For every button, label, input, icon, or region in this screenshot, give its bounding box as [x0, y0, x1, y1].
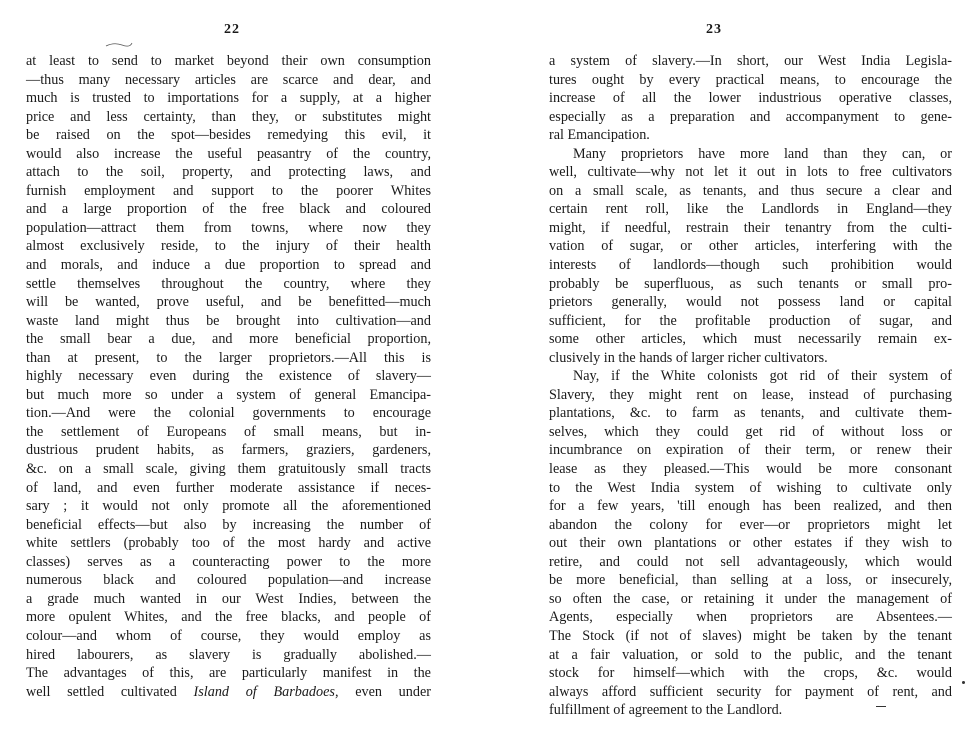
text-line: be more beneficial, than selling at a loss, or insecurely,: [549, 572, 952, 589]
text-line: population—attract them from towns, where now they: [26, 219, 431, 236]
text-line: settle themselves throughout the country, where they: [26, 275, 431, 292]
italic-phrase: Island of Barbadoes: [193, 683, 335, 700]
text-line: ral Emancipation.: [549, 127, 650, 144]
ink-speck: [962, 681, 965, 684]
text-line: and a large proportion of the free black and coloured: [26, 201, 431, 218]
text-line: waste land might thus be brought into cultivation—and: [26, 312, 431, 329]
text-line: beneficial effects—but also by increasing the number of: [26, 516, 431, 533]
text-line: increase of all the lower industrious operative classes,: [549, 90, 952, 107]
text-line: for a few years, 'till enough has been realized, and then: [549, 498, 952, 515]
text-line: well, cultivate—why not let it out in lots to free cultivators: [549, 164, 952, 181]
text-line: white settlers (probably too of the most hardy and active: [26, 535, 431, 552]
text-line: and morals, and induce a due proportion to spread and: [26, 257, 431, 274]
text-line: a system of slavery.—In short, our West India Legisla-: [549, 53, 952, 69]
text-line: but much more so under a system of general Emancipa-: [26, 386, 431, 403]
text-line: on a small scale, as tenants, and thus secure a clear and: [549, 182, 952, 199]
text-line: clusively in the hands of larger richer cultivators.: [549, 349, 828, 366]
pen-mark: [104, 40, 134, 50]
text-line: numerous black and coloured population—and increase: [26, 572, 431, 589]
text-line: lease as they pleased.—This would be more consonant: [549, 461, 952, 478]
text-line: retire, and could not sell advantageously, which would: [549, 553, 952, 570]
text-line: so often the case, or retaining it under the management of: [549, 590, 952, 607]
text-line: attach to the soil, property, and protecting laws, and: [26, 164, 431, 181]
text-line: some other articles, which must necessarily remain ex-: [549, 331, 952, 348]
text-line: &c. on a small scale, giving them gratuitously small tracts: [26, 461, 431, 478]
text-line: more opulent Whites, and the free blacks, and people of: [26, 609, 431, 626]
text-line: prietors generally, would not possess land or capital: [549, 294, 952, 311]
text-line: vation of sugar, or other articles, interfering with the: [549, 238, 952, 255]
text-line: at a fair valuation, or sold to the public, and the tenant: [549, 646, 952, 663]
text-line: sufficient, for the profitable production of sugar, and: [549, 312, 952, 329]
text-line: —thus many necessary articles are scarce and dear, and: [26, 71, 431, 88]
text-line: colour—and whom of course, they would employ as: [26, 627, 431, 644]
text-line: selves, which they could get rid of without loss or: [549, 423, 952, 440]
right-page: [490, 0, 980, 731]
text-line: abandon the colony for ever—or proprietors might let: [549, 516, 952, 533]
text-line: tion.—And were the colonial governments to encourage: [26, 405, 431, 422]
text-line: interests of landlords—though such prohibition would: [549, 257, 952, 274]
text-line: Nay, if the White colonists got rid of their system of: [573, 368, 952, 385]
text-line: be raised on the spot—besides remedying this evil, it: [26, 127, 431, 144]
text-line: Many proprietors have more land than they can, or: [573, 145, 952, 162]
page-number: 23: [706, 22, 722, 37]
text-line: certain rent roll, like the Landlords in England—they: [549, 201, 952, 218]
text-line: to the West India system of wishing to cultivate only: [549, 479, 952, 496]
text-line: stock for himself—which with the crops, &c. would: [549, 665, 952, 682]
text-line: out their own plantations or other estates if they wish to: [549, 535, 952, 552]
text-line: furnish employment and support to the poorer Whites: [26, 182, 431, 199]
left-page-text: [26, 52, 431, 701]
text-line: classes) serves as a counteracting power to the more: [26, 553, 431, 570]
text-line: plantations, &c. to farm as tenants, and cultivate them-: [549, 405, 952, 422]
text-line: will be wanted, prove useful, and be benefitted—much: [26, 294, 431, 311]
text-line: always afford sufficient security for payment of rent, and: [549, 683, 952, 700]
text-line: sary ; it would not only promote all the aforementioned: [26, 498, 431, 515]
page-number: 22: [224, 22, 240, 37]
text-line: the settlement of Europeans of small means, but in-: [26, 423, 431, 440]
text-line: much is trusted to importations for a supply, at a higher: [26, 90, 431, 107]
text-line: hired labourers, as slavery is gradually abolished.—: [26, 646, 431, 663]
text-line: a grade much wanted in our West Indies, between the: [26, 590, 431, 607]
text-line: price and less certainty, than they, or substitutes might: [26, 108, 431, 125]
text-line: at least to send to market beyond their own consumption: [26, 53, 431, 69]
text-line: dustrious prudent habits, as farmers, graziers, gardeners,: [26, 442, 431, 459]
right-page-text: [549, 52, 952, 720]
text-line: tures ought by every practical means, to encourage the: [549, 71, 952, 88]
text-line: almost exclusively reside, to the injury of their health: [26, 238, 431, 255]
text-line: Slavery, they might rent on lease, instead of purchasing: [549, 386, 952, 403]
text-line: incumbrance on expiration of their term, or renew their: [549, 442, 952, 459]
text-line: the small bear a due, and more beneficial proportion,: [26, 331, 431, 348]
text-line: well settled cultivated Island of Barbadoes, even under: [26, 683, 431, 700]
text-line: fulfillment of agreement to the Landlord.: [549, 702, 783, 719]
text-line: especially as a preparation and accompanyment to gene-: [549, 108, 952, 125]
text-line: The Stock (if not of slaves) might be taken by the tenant: [549, 627, 952, 644]
text-line: would also increase the useful peasantry of the country,: [26, 145, 431, 162]
text-line: The advantages of this, are particularly manifest in the: [26, 665, 431, 682]
text-line: might, if needful, restrain their tenantry from the culti-: [549, 219, 952, 236]
ink-dash: [876, 706, 886, 707]
text-line: Agents, especially when proprietors are Absentees.—: [549, 609, 952, 626]
text-line: than at present, to the larger proprietors.—All this is: [26, 349, 431, 366]
text-line: probably be superfluous, as such tenants or small pro-: [549, 275, 952, 292]
text-line: highly necessary even during the existence of slavery—: [26, 368, 431, 385]
text-line: of land, and even further moderate assistance if neces-: [26, 479, 431, 496]
